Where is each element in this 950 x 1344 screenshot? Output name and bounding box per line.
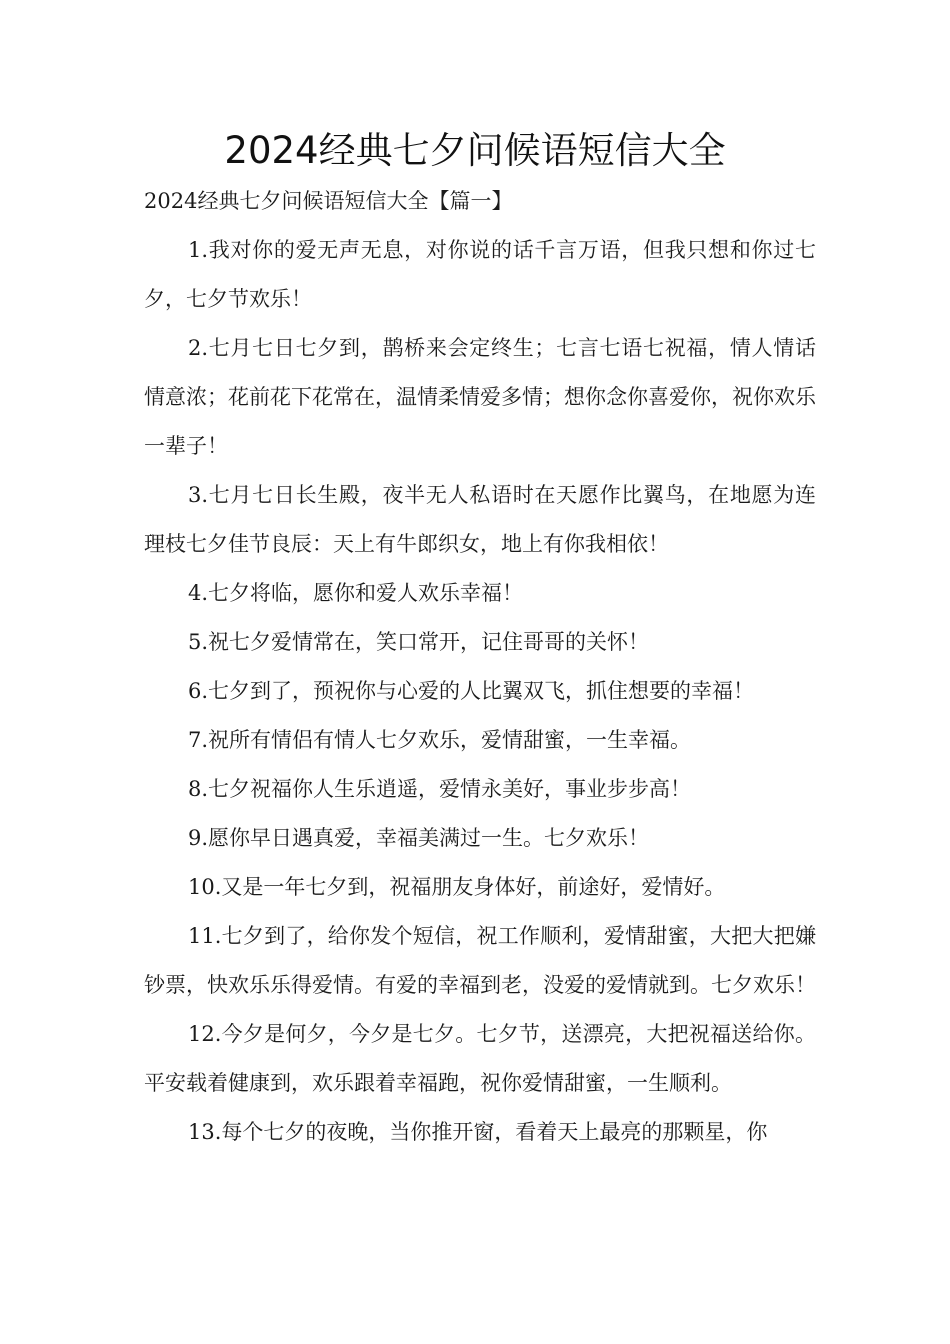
paragraph-2: 2.七月七日七夕到，鹊桥来会定终生；七言七语七祝福，情人情话情意浓；花前花下花常在，温情柔情爱多情；想你念你喜爱你，祝你欢乐一辈子！ [144,336,816,458]
paragraph-4: 4.七夕将临，愿你和爱人欢乐幸福！ [188,581,524,605]
paragraph-5: 5.祝七夕爱情常在，笑口常开，记住哥哥的关怀！ [188,630,650,654]
section-heading: 2024经典七夕问候语短信大全【篇一】 [144,189,513,213]
paragraph-6: 6.七夕到了，预祝你与心爱的人比翼双飞，抓住想要的幸福！ [188,679,755,703]
paragraph-11: 11.七夕到了，给你发个短信，祝工作顺利，爱情甜蜜，大把大把嫌钞票，快欢乐乐得爱情。有爱的幸福到老，没爱的爱情就到。七夕欢乐！ [144,924,816,997]
paragraph-7: 7.祝所有情侣有情人七夕欢乐，爱情甜蜜，一生幸福。 [188,728,692,752]
paragraph-13: 13.每个七夕的夜晚，当你推开窗，看着天上最亮的那颗星，你 [188,1120,768,1144]
document-body [144,226,816,1157]
paragraph-1: 1.我对你的爱无声无息，对你说的话千言万语，但我只想和你过七夕，七夕节欢乐！ [144,238,816,311]
paragraph-12: 12.今夕是何夕，今夕是七夕。七夕节，送漂亮，大把祝福送给你。平安载着健康到，欢乐跟着幸福跑，祝你爱情甜蜜，一生顺利。 [144,1022,816,1095]
document-title: 2024经典七夕问候语短信大全 [224,129,726,172]
paragraph-3: 3.七月七日长生殿，夜半无人私语时在天愿作比翼鸟，在地愿为连理枝七夕佳节良辰：天上有牛郎织女，地上有你我相依！ [144,483,816,556]
paragraph-8: 8.七夕祝福你人生乐逍遥，爱情永美好，事业步步高！ [188,777,692,801]
paragraph-10: 10.又是一年七夕到，祝福朋友身体好，前途好，爱情好。 [188,875,726,899]
paragraph-9: 9.愿你早日遇真爱，幸福美满过一生。七夕欢乐！ [188,826,650,850]
